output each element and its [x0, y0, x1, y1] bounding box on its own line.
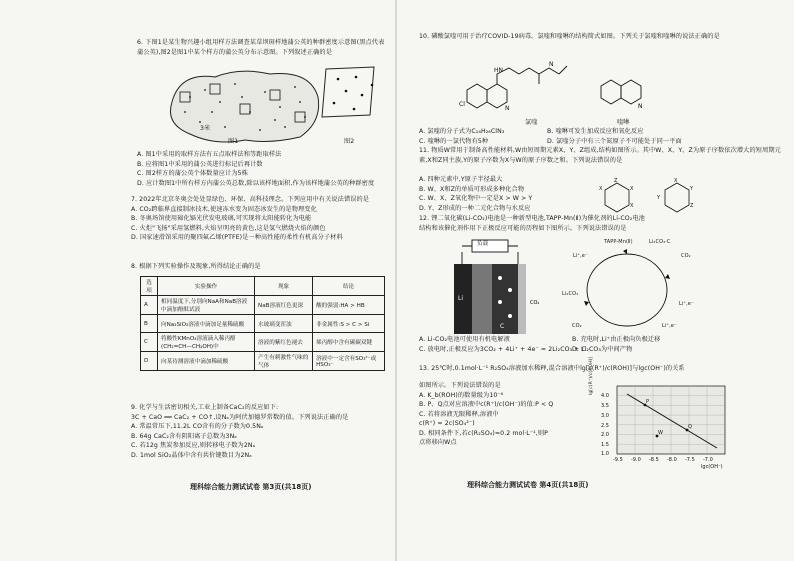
q12-line2: 结构和该催化剂作用下正极反应可能的历程如下图所示。下列说法错误的是	[419, 224, 627, 232]
table-row	[141, 315, 385, 333]
q10-option-d: D. 氯喹分子中有三个氮原子不可能处于同一平面	[547, 137, 682, 145]
x-tick: -9.5	[613, 457, 623, 463]
cell: 向Na₂SiO₃溶液中滴加足量稀硫酸	[158, 315, 255, 333]
page-footer-right: 理科综合能力测试试卷 第4页(共18页)	[467, 481, 589, 489]
x-tick: -7.0	[703, 457, 713, 463]
right-page	[397, 0, 794, 561]
figure-1-sampling-map	[160, 62, 325, 147]
q7	[131, 195, 369, 243]
svg-text:X: X	[674, 178, 678, 184]
x-tick: -7.5	[685, 457, 695, 463]
svg-text:X: X	[630, 186, 634, 192]
q9-equation: 3C + CaO ══ CaC₂ + CO↑,设Nₐ为阿伏加德罗常数的值。下列说法正确的是	[131, 413, 349, 421]
x-tick: -9.0	[631, 457, 641, 463]
q7-stem: 7. 2022年北京冬奥会处处显绿色、环保、高科技理念。下列应用中有关说法错误的是	[131, 196, 370, 203]
cell: 将酸性KMnO₄溶液滴入稀丙醇(CH₂=CH—CH₂OH)中	[158, 333, 255, 352]
cell: C	[141, 333, 158, 352]
svg-text:CO₂: CO₂	[530, 300, 540, 306]
y-tick: 2.5	[601, 423, 609, 429]
graph-point-p: P	[646, 399, 650, 405]
page-footer-left: 理科综合能力测试试卷 第3页(共18页)	[190, 483, 312, 491]
cell: 向某待测溶液中滴加稀硫酸	[158, 352, 255, 371]
y-tick: 1.0	[601, 451, 609, 457]
cycle-label-7: CO₂	[572, 323, 582, 329]
x-tick: -8.0	[667, 457, 677, 463]
q11-option-d: D. Y、Z形成的一种二元化合物与水反应	[419, 204, 531, 212]
svg-text:Y: Y	[690, 186, 694, 192]
q13-option-c2: c(R⁺) ≈ 2c(SO₄²⁻)	[419, 420, 475, 427]
table-row	[141, 352, 385, 371]
q12-options-right	[572, 335, 660, 354]
svg-text:C: C	[500, 323, 505, 330]
cell: D	[141, 352, 158, 371]
cycle-label-2: Li₂CO₃·C	[649, 239, 671, 245]
cycle-label-4: CO₂	[681, 253, 691, 259]
q13-options	[419, 381, 553, 448]
q10-stem: 10. 磷酸氯喹可用于治疗COVID-19病毒。氯喹和喹啉的结构简式如图。下列关于氯喹和喹啉的说法正确的是	[419, 33, 720, 40]
q6-option-d: D. 应计数图1中所有样方内蒲公英总数,除以该样地面积,作为该样地蒲公英的种群密度	[137, 179, 375, 187]
y-tick: 1.5	[601, 442, 609, 448]
q6-option-c: C. 图2样方的蒲公英个体数量应计为5株	[137, 170, 248, 177]
cell: B	[141, 315, 158, 333]
chloroquine-label: 氯喹	[525, 119, 538, 126]
q9-option-a: A. 常温常压下,11.2L CO含有的分子数为0.5Nₐ	[131, 423, 264, 430]
q13-option-a: A. K_b(ROH)的数量级为10⁻⁶	[419, 391, 504, 399]
q7-option-a: A. CO₂跨临界直接制冰技术,使速冻水变为固态冰发生的是物理变化	[131, 205, 317, 213]
q7-option-d: D. 国家速滑馆采用的聚四氟乙烯(PTFE)是一种高性能的柔性有机高分子材料	[131, 234, 343, 241]
q12-line1: 12. 锂二氧化碳(Li-CO₂)电池是一种新型电池,TAPP-Mn(Ⅱ)为催化剂的Li-CO₂电池	[419, 215, 645, 222]
q10-option-a: A. 氯喹的分子式为C₁₈H₂₆ClN₃	[419, 128, 505, 135]
q13-option-c: C. 若将溶液无限稀释,溶液中	[419, 410, 499, 418]
q9-option-b: B. 64g CaC₂含有阴阳离子总数为3Nₐ	[131, 432, 237, 440]
cell: 相同温度下,分别向NaA和NaB溶液中滴加酚酞试液	[158, 296, 255, 315]
q12-stem	[419, 214, 645, 233]
quinoline-structure	[597, 72, 647, 112]
cell: 烯丙醇中含有碳碳双键	[313, 333, 385, 352]
q7-option-b: B. 冬奥场馆使用碲化镉光伏发电玻璃,可实现将太阳能转化为电能	[131, 215, 312, 222]
q9-stem: 9. 化学与生活密切相关,工业上制备CaC₂的反应如下:	[131, 404, 279, 411]
table-row	[141, 296, 385, 315]
q6-options	[137, 150, 374, 188]
q9-option-c: C. 若12g 焦炭参加反应,则转移电子数为2Nₐ	[131, 442, 256, 449]
q9-option-d: D. 1mol SiO₂晶体中含有共价键数目为2Nₐ	[131, 451, 252, 459]
x-axis-label: lgc(OH⁻)	[701, 464, 723, 470]
q11-option-a: A. 四种元素中,Y原子半径最大	[419, 176, 503, 183]
fig2-caption: 图2	[344, 138, 355, 145]
col-option: 选项	[141, 277, 158, 296]
cell: 产生有刺激性气味的气体	[255, 352, 313, 371]
q6-option-a: A. 图1中采用的取样方法有五点取样法和等距取样法	[137, 151, 282, 158]
battery-load-label: 负载	[477, 241, 489, 247]
cell: NaB溶液红色更深	[255, 296, 313, 315]
q13-stem: 13. 25℃时,0.1mol·L⁻¹ R₂SO₄溶液加水稀释,混合溶液中lg[c(R⁺)/c(ROH)]与lgc(OH⁻)的关系	[419, 365, 685, 372]
quinoline-label: 喹啉	[617, 119, 630, 126]
figure-2-quadrat	[318, 65, 378, 120]
fig1-caption: 图1	[228, 138, 239, 145]
q6-stem	[137, 38, 387, 57]
q11-options	[419, 175, 532, 213]
q12-option-c: C. 放电时,正极反应为3CO₂ + 4Li⁺ + 4e⁻ = 2Li₂CO₃ + C	[419, 345, 587, 353]
q11-stem: 11. 物质W常用于制备高性能材料,W由短周期元素X、Y、Z组成,结构如图所示。其中W、X、Y、Z为原子序数依次增大的短周期元素,X和Z同主族,Y的原子序数为X与W的原子序数之和。下列说法错误的是	[419, 147, 781, 164]
cell: A	[141, 296, 158, 315]
y-tick: 3.5	[601, 403, 609, 409]
y-tick: 2.0	[601, 432, 609, 438]
cycle-label-8: Li⁺,e⁻	[662, 323, 677, 329]
svg-text:N: N	[505, 105, 510, 112]
svg-text:N: N	[638, 103, 643, 110]
cycle-label-5: Li₂CO₃	[562, 291, 579, 297]
q6-text: 6. 下图1是某生物兴趣小组用样方法调查某草坝斑样地蒲公英的种群密度示意图(黑点代表蒲公英),图2是图1中某个样方的蒲公英分布示意图。下列叙述正确的是	[137, 39, 385, 56]
q13-option-d2: 点将移向W点	[419, 439, 457, 446]
q12-option-d: D. Li₂CO₃为中间产物	[572, 345, 633, 353]
graph-point-q: Q	[688, 424, 692, 430]
cycle-label-6: Li⁺,e⁻	[679, 301, 694, 307]
q10-options-right	[547, 127, 682, 146]
q12-options	[419, 335, 586, 354]
cell: 酸的强弱:HA > HB	[313, 296, 385, 315]
cycle-label-3: Li⁺,e⁻	[573, 253, 588, 259]
lg-graph	[597, 380, 732, 470]
cell: 非金属性:S > C > Si	[313, 315, 385, 333]
q8-table	[140, 276, 385, 371]
q8-stem: 8. 根据下列实验操作及现象,所得结论正确的是	[131, 263, 261, 270]
fig1-scale-label: 3米	[200, 125, 211, 132]
table-header-row	[141, 277, 385, 296]
svg-text:X: X	[599, 186, 603, 192]
q13-option-b: B. P、Q点对应溶液中c(R⁺)/c(OH⁻)的值:P < Q	[419, 401, 554, 408]
y-tick: 4.0	[601, 393, 609, 399]
cell: 溶液的紫红色褪去	[255, 333, 313, 352]
cycle-label-1: TAPP-Mn(Ⅱ)	[604, 239, 633, 245]
q9	[131, 403, 348, 460]
q13-line: 如图所示。下列说法错误的是	[419, 382, 501, 389]
svg-text:Li: Li	[458, 295, 464, 302]
chloroquine-structure	[457, 50, 577, 120]
q11-option-b: B. W、X和Z的单质可形成多种化合物	[419, 185, 525, 193]
svg-text:Z: Z	[690, 203, 694, 209]
col-operation: 实验操作	[158, 277, 255, 296]
q13-option-d: D. 相同条件下,若c(R₂SO₄)=0.2 mol·L⁻¹,则P	[419, 429, 548, 437]
svg-text:Y: Y	[657, 195, 661, 201]
x-tick: -8.5	[649, 457, 659, 463]
cell: 水玻璃变浑浊	[255, 315, 313, 333]
svg-text:Z: Z	[614, 178, 618, 184]
y-axis-label: lg[c(R⁺)/c(ROH)]	[589, 356, 594, 395]
cell: 溶液中一定含有SO₃²⁻或HSO₃⁻	[313, 352, 385, 371]
svg-text:HN: HN	[494, 67, 503, 74]
li-co2-battery-diagram	[452, 238, 547, 338]
q12-option-b: B. 充电时,Li⁺由正极向负极迁移	[572, 336, 661, 343]
col-conclusion: 结论	[313, 277, 385, 296]
q7-option-c: C. 火炬"飞扬"采用氢燃料,火焰呈明亮的黄色,这是氢气燃烧火焰的颜色	[131, 224, 326, 232]
q11-option-c: C. W、X、Z氧化物中一定是X > W > Y	[419, 195, 533, 202]
graph-point-w: W	[658, 430, 663, 436]
q10-option-b: B. 喹啉可发生加成反应和氧化反应	[547, 128, 644, 135]
svg-text:N: N	[549, 61, 554, 68]
q12-option-a: A. Li-CO₂电池可使用有机电解液	[419, 336, 510, 343]
table-row	[141, 333, 385, 352]
q10-option-c: C. 喹啉的一氯代物有5种	[419, 137, 489, 145]
col-phenomenon: 现象	[255, 277, 313, 296]
svg-text:X: X	[630, 203, 634, 209]
y-tick: 3.0	[601, 413, 609, 419]
svg-text:Cl: Cl	[459, 101, 465, 108]
q6-option-b: B. 应将图1中采用的蒲公英进行标记后再计数	[137, 160, 263, 168]
q10-options	[419, 127, 504, 146]
